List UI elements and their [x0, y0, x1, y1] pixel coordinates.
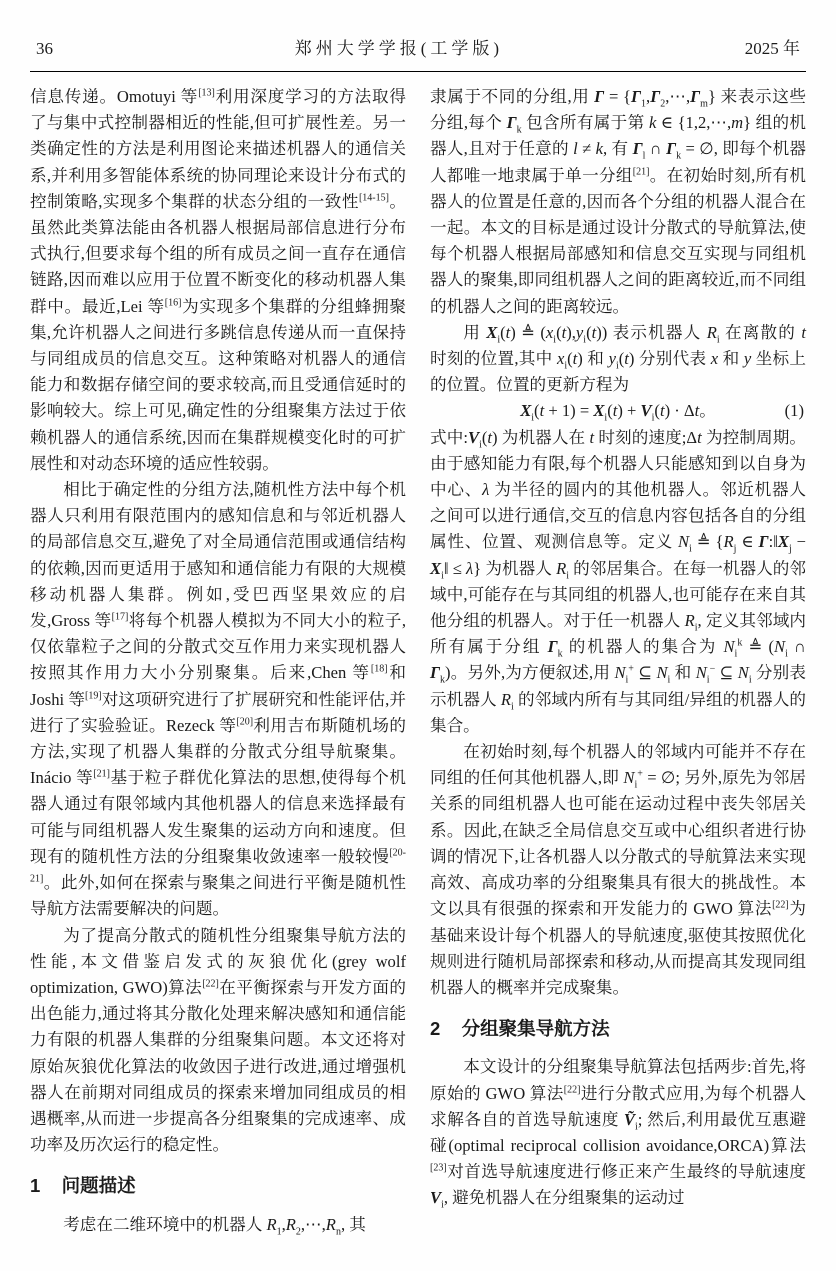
section-number: 2 [430, 1018, 441, 1040]
body-paragraph: 隶属于不同的分组,用 $\Gamma = \{\Gamma_1,\Gamma_2,\cdots,\Gamma_m\}$ 来表示这些分组,每个 $\Gamma_k$ 包含所有属于第 k ∈ {1,2,⋯,m} 组的机器人,且对于任意的 l ≠ k, 有 $\Gamma_l$ ∩ $\Gamma_k$ = ∅, 即每个机器人都唯一地隶属于单一分组[21]。在初始时刻,所有机器人的位置是任意的,因而各个分组的机器人混合在一起。本文的目标是通过设计分散式的导航算法,使每个机器人根据局部感知和信息交互实现与同组机器人的聚集,即同组机器人之间的距离较近,而不同组的机器人之间的距离较远。 [430, 87, 807, 316]
left-column [30, 84, 406, 1238]
page-number: 36 [36, 39, 53, 58]
header-divider [30, 71, 806, 72]
section-1-heading [30, 1173, 406, 1199]
body-paragraph: 本文设计的分组聚集导航算法包括两步:首先,将原始的 GWO 算法[22]进行分散式应用,为每个机器人求解各自的首选导航速度 Ṽ$_i$; 然后,利用最优互惠避碰(optimal reciprocal collision avoidance,ORCA)算法[23]对首选导航速度进行修正来产生最终的导航速度 $V_i$, 避免机器人在分组聚集的运动过 [430, 1057, 806, 1211]
body-paragraph: 相比于确定性的分组方法,随机性方法中每个机器人只利用有限范围内的感知信息和与邻近机器人的局部信息交互,避免了对全局通信范围或通信结构的依赖,因而更适用于感知和通信能力有限的大规模移动机器人集群。例如,受巴西坚果效应的启发,Gross 等[17]将每个机器人模拟为不同大小的粒子,仅依靠粒子之间的分散式交互作用力来实现机器人按照其作用力大小分别聚集。后来,Chen 等[18]和 Joshi 等[19]对这项研究进行了扩展研究和性能评估,并进行了实验验证。Rezeck 等[20]利用吉布斯随机场的方法,实现了机器人集群的分散式分组导航聚集。Inácio 等[21]基于粒子群优化算法的思想,使得每个机器人通过有限邻域内其他机器人的信息来选择最有可能与同组机器人发生聚集的运动方向和速度。但现有的随机性方法的分组聚集收敛速率一般较慢[20-21]。此外,如何在探索与聚集之间进行平衡是随机性导航方法需要解决的问题。 [30, 480, 407, 919]
section-2-heading [430, 1016, 806, 1042]
body-paragraph: 用 $X_i(t)$ ≜ $(x_i(t),y_i(t))$ 表示机器人 $R_i$ 在离散的 t 时刻的位置,其中 $x_i(t)$ 和 $y_i(t)$ 分别代表 x 和 y 坐标上的位置。位置的更新方程为 [430, 322, 807, 395]
body-paragraph: 式中$:V_i(t)$ 为机器人在 t 时刻的速度;Δt 为控制周期。由于感知能力有限,每个机器人只能感知到以自身为中心、λ 为半径的圆内的其他机器人。邻近机器人之间可以进行通信,交互的信息内容包括各自的分组属性、位置、观测信息等。定义 $N_i$ ≜ {$R_j$ ∈ $\Gamma:‖X_j$ − $X_i‖ \le \lambda$} 为机器人 $R_i$ 的邻居集合。在每一机器人的邻域中,可能存在与其同组的机器人,也可能存在来自其他分组的机器人。对于任一机器人 $R_i$, 定义其邻域内所有属于分组 $\Gamma_k$ 的机器人的集合为 $N_i^k$ ≜ ($N_i$ ∩ $\Gamma_k$)。另外,为方便叙述,用 $N_i^+$ ⊆ $N_i$ 和 $N_i^-$ ⊆ $N_i$ 分别表示机器人 $R_i$ 的邻域内所有与其同组/异组的机器人的集合。 [430, 427, 807, 735]
section-title: 分组聚集导航方法 [461, 1018, 610, 1040]
body-paragraph: 考虑在二维环境中的机器人 $R_1,R_2,\cdots,R_n$, 其 [63, 1214, 366, 1237]
body-paragraph: 在初始时刻,每个机器人的邻域内可能并不存在同组的任何其他机器人,即 $N_i^+$ = ∅; 另外,原先为邻居关系的同组机器人也可能在运动过程中丧失邻居关系。因此,在缺乏全局信息交互或中心组织者进行协调的情况下,让各机器人以分散式的导航算法来实现高效、高成功率的分组聚集具有很大的挑战性。本文以具有很强的探索和开发能力的 GWO 算法[22]为基础来设计每个机器人的导航速度,驱使其按照优化规则进行随机局部探索和移动,从而提高其发现同组机器人的概率并完成聚集。 [430, 742, 806, 997]
body-paragraph: 为了提高分散式的随机性分组聚集导航方法的性能,本文借鉴启发式的灰狼优化(grey wolf optimization, GWO)算法[22]在平衡探索与开发方面的出色能力,通过将其分散化处理来解决感知和通信能力有限的机器人集群的分组聚集问题。本文还将对原始灰狼优化算法的收敛因子进行改进,通过增强机器人在前期对同组成员的探索来增加同组成员的相遇概率,从而进一步提高各分组聚集的完成速率、成功率及历次运行的稳定性。 [30, 925, 407, 1155]
body-paragraph: 信息传递。Omotuyi 等[13]利用深度学习的方法取得了与集中式控制器相近的性能,但可扩展性差。另一类确定性的方法是利用图论来描述机器人的通信关系,并利用多智能体系统的协同理论来设计分布式的控制策略,实现多个集群的状态分组的一致性[14-15]。虽然此类算法能由各机器人根据局部信息进行分布式执行,但要求每个组的所有成员之间一直存在通信链路,因而难以应用于位置不断变化的移动机器人集群中。最近,Lei 等[16]为实现多个集群的分组蜂拥聚集,允许机器人之间进行多跳信息传递从而一直保持与同组成员的信息交互。这种策略对机器人的通信能力和数据存储空间的要求较高,而且受通信延时的影响较大。综上可见,确定性的分组聚集方法过于依赖机器人的通信系统,因而在集群规模变化时的可扩展性和对动态环境的适应性较弱。 [30, 87, 407, 473]
two-column-body [30, 84, 806, 1238]
equation-number: (1) [784, 401, 804, 421]
journal-title: 郑州大学学报(工学版) [294, 39, 504, 58]
year-label: 2025 年 [744, 39, 800, 58]
page-header [30, 34, 806, 71]
section-title: 问题描述 [61, 1175, 136, 1197]
equation-1 [430, 398, 806, 424]
right-column [430, 84, 806, 1238]
section-number: 1 [30, 1175, 41, 1197]
equation-body: $X_i(t + 1) = X_i(t) + V_i(t) \cdot \Delta t$。 [520, 401, 716, 424]
